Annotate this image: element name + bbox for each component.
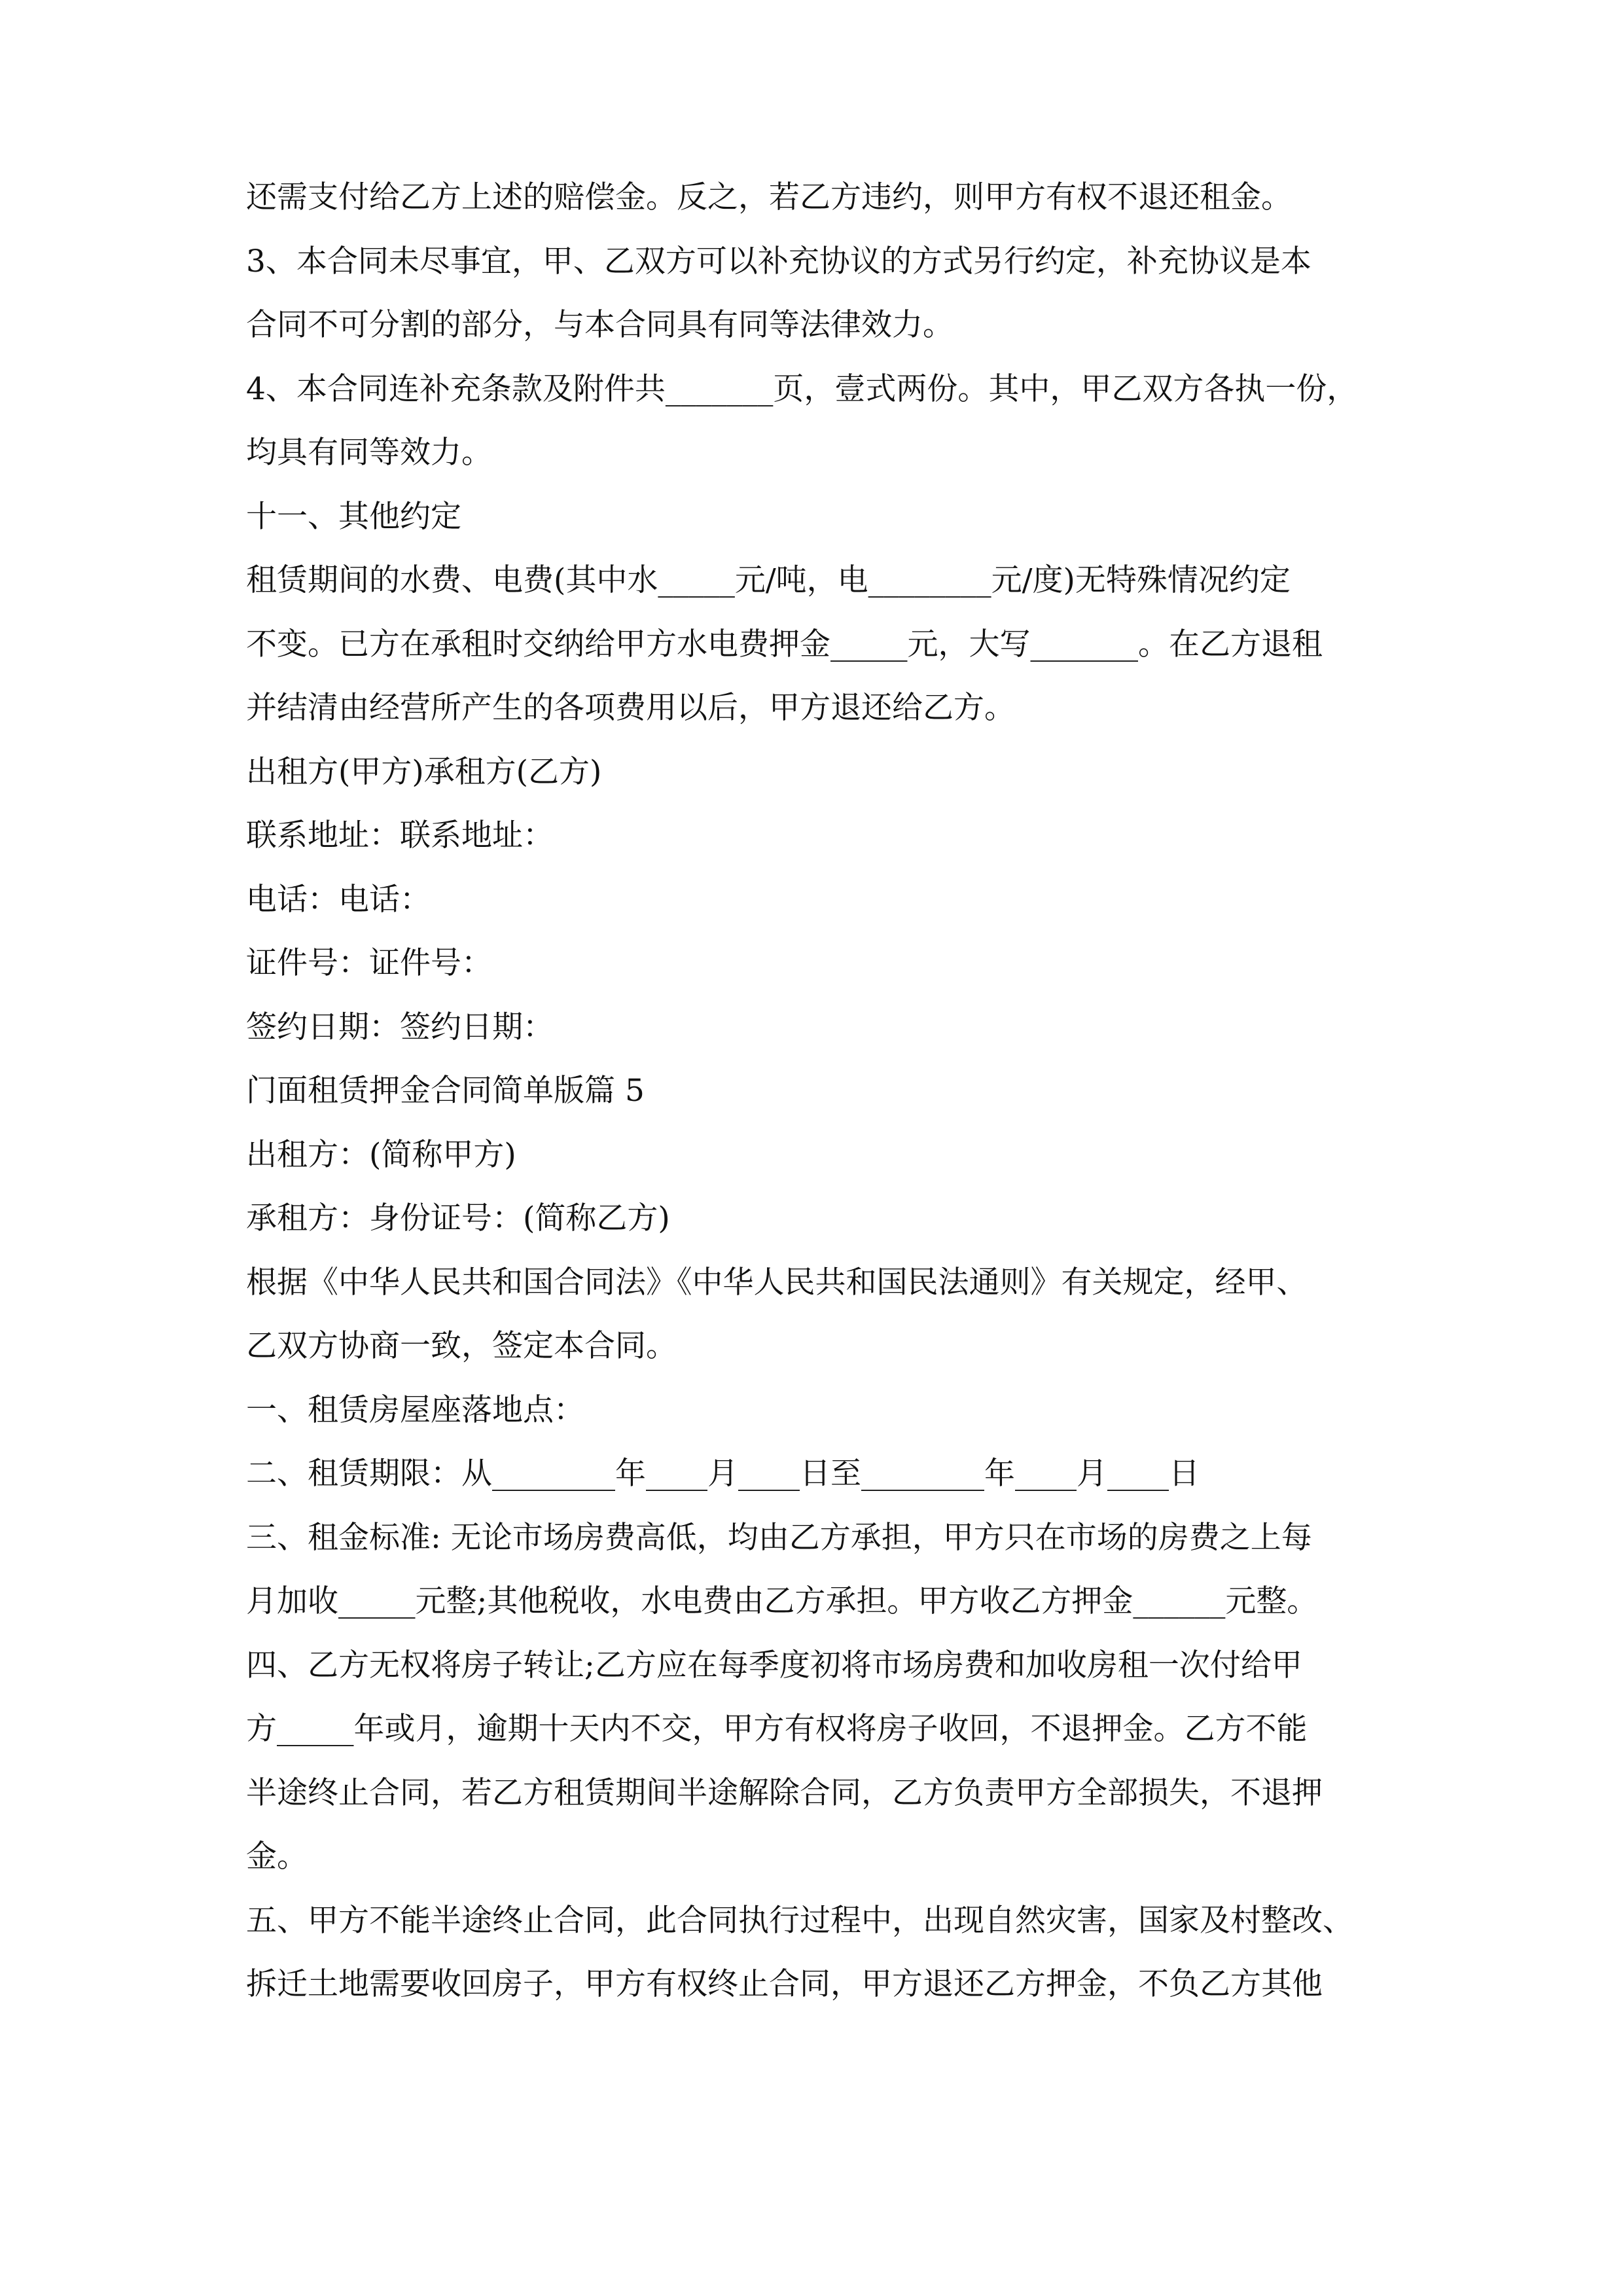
signature-parties: 出租方(甲方)承租方(乙方)	[246, 753, 602, 790]
signature-id-number: 证件号：证件号：	[246, 945, 492, 981]
text-line: 均具有同等效力。	[246, 435, 492, 471]
section-heading: 十一、其他约定	[246, 498, 461, 535]
contract-title: 门面租赁押金合同简单版篇 5	[246, 1073, 645, 1109]
text-line: 合同不可分割的部分，与本合同具有同等法律效力。	[246, 307, 954, 343]
text-line: 金。	[246, 1839, 308, 1874]
document-body	[246, 166, 1385, 2017]
text-line: 不变。已方在承租时交纳给甲方水电费押金_____元，大写_______。在乙方退租	[246, 626, 1323, 662]
text-line: 月加收_____元整;其他税收，水电费由乙方承担。甲方收乙方押金______元整。	[246, 1583, 1318, 1619]
lessee-line: 承租方：身份证号：(简称乙方)	[246, 1200, 670, 1236]
clause-transfer: 四、乙方无权将房子转让;乙方应在每季度初将市场房费和加收房租一次付给甲	[246, 1647, 1302, 1683]
text-line: 方_____年或月，逾期十天内不交，甲方有权将房子收回，不退押金。乙方不能	[246, 1711, 1308, 1747]
clause-rent: 三、租金标准: 无论市场房费高低，均由乙方承担，甲方只在市场的房费之上每	[246, 1519, 1312, 1556]
text-line: 3、本合同未尽事宜，甲、乙双方可以补充协议的方式另行约定，补充协议是本	[246, 243, 1311, 279]
text-line: 并结清由经营所产生的各项费用以后，甲方退还给乙方。	[246, 690, 1015, 726]
text-line: 半途终止合同，若乙方租赁期间半途解除合同，乙方负责甲方全部损失，不退押	[246, 1774, 1323, 1811]
text-line: 根据《中华人民共和国合同法》《中华人民共和国民法通则》有关规定，经甲、	[246, 1264, 1308, 1300]
text-line: 4、本合同连补充条款及附件共_______页，壹式两份。其中，甲乙双方各执一份，	[246, 370, 1358, 407]
text-line: 拆迁土地需要收回房子，甲方有权终止合同，甲方退还乙方押金，不负乙方其他	[246, 1966, 1323, 2002]
text-line: 还需支付给乙方上述的赔偿金。反之，若乙方违约，则甲方有权不退还租金。	[246, 179, 1292, 215]
lessor-line: 出租方：(简称甲方)	[246, 1136, 516, 1173]
signature-address: 联系地址：联系地址：	[246, 817, 554, 853]
clause-location: 一、租赁房屋座落地点：	[246, 1391, 584, 1428]
text-line: 租赁期间的水费、电费(其中水_____元/吨，电________元/度)无特殊情况约定	[246, 562, 1291, 598]
clause-termination: 五、甲方不能半途终止合同，此合同执行过程中，出现自然灾害，国家及村整改、	[246, 1902, 1353, 1939]
signature-date: 签约日期：签约日期：	[246, 1009, 554, 1045]
text-line: 乙双方协商一致，签定本合同。	[246, 1328, 677, 1364]
signature-phone: 电话：电话：	[246, 881, 431, 918]
clause-term: 二、租赁期限：从________年____月____日至________年____月____日	[246, 1456, 1200, 1492]
